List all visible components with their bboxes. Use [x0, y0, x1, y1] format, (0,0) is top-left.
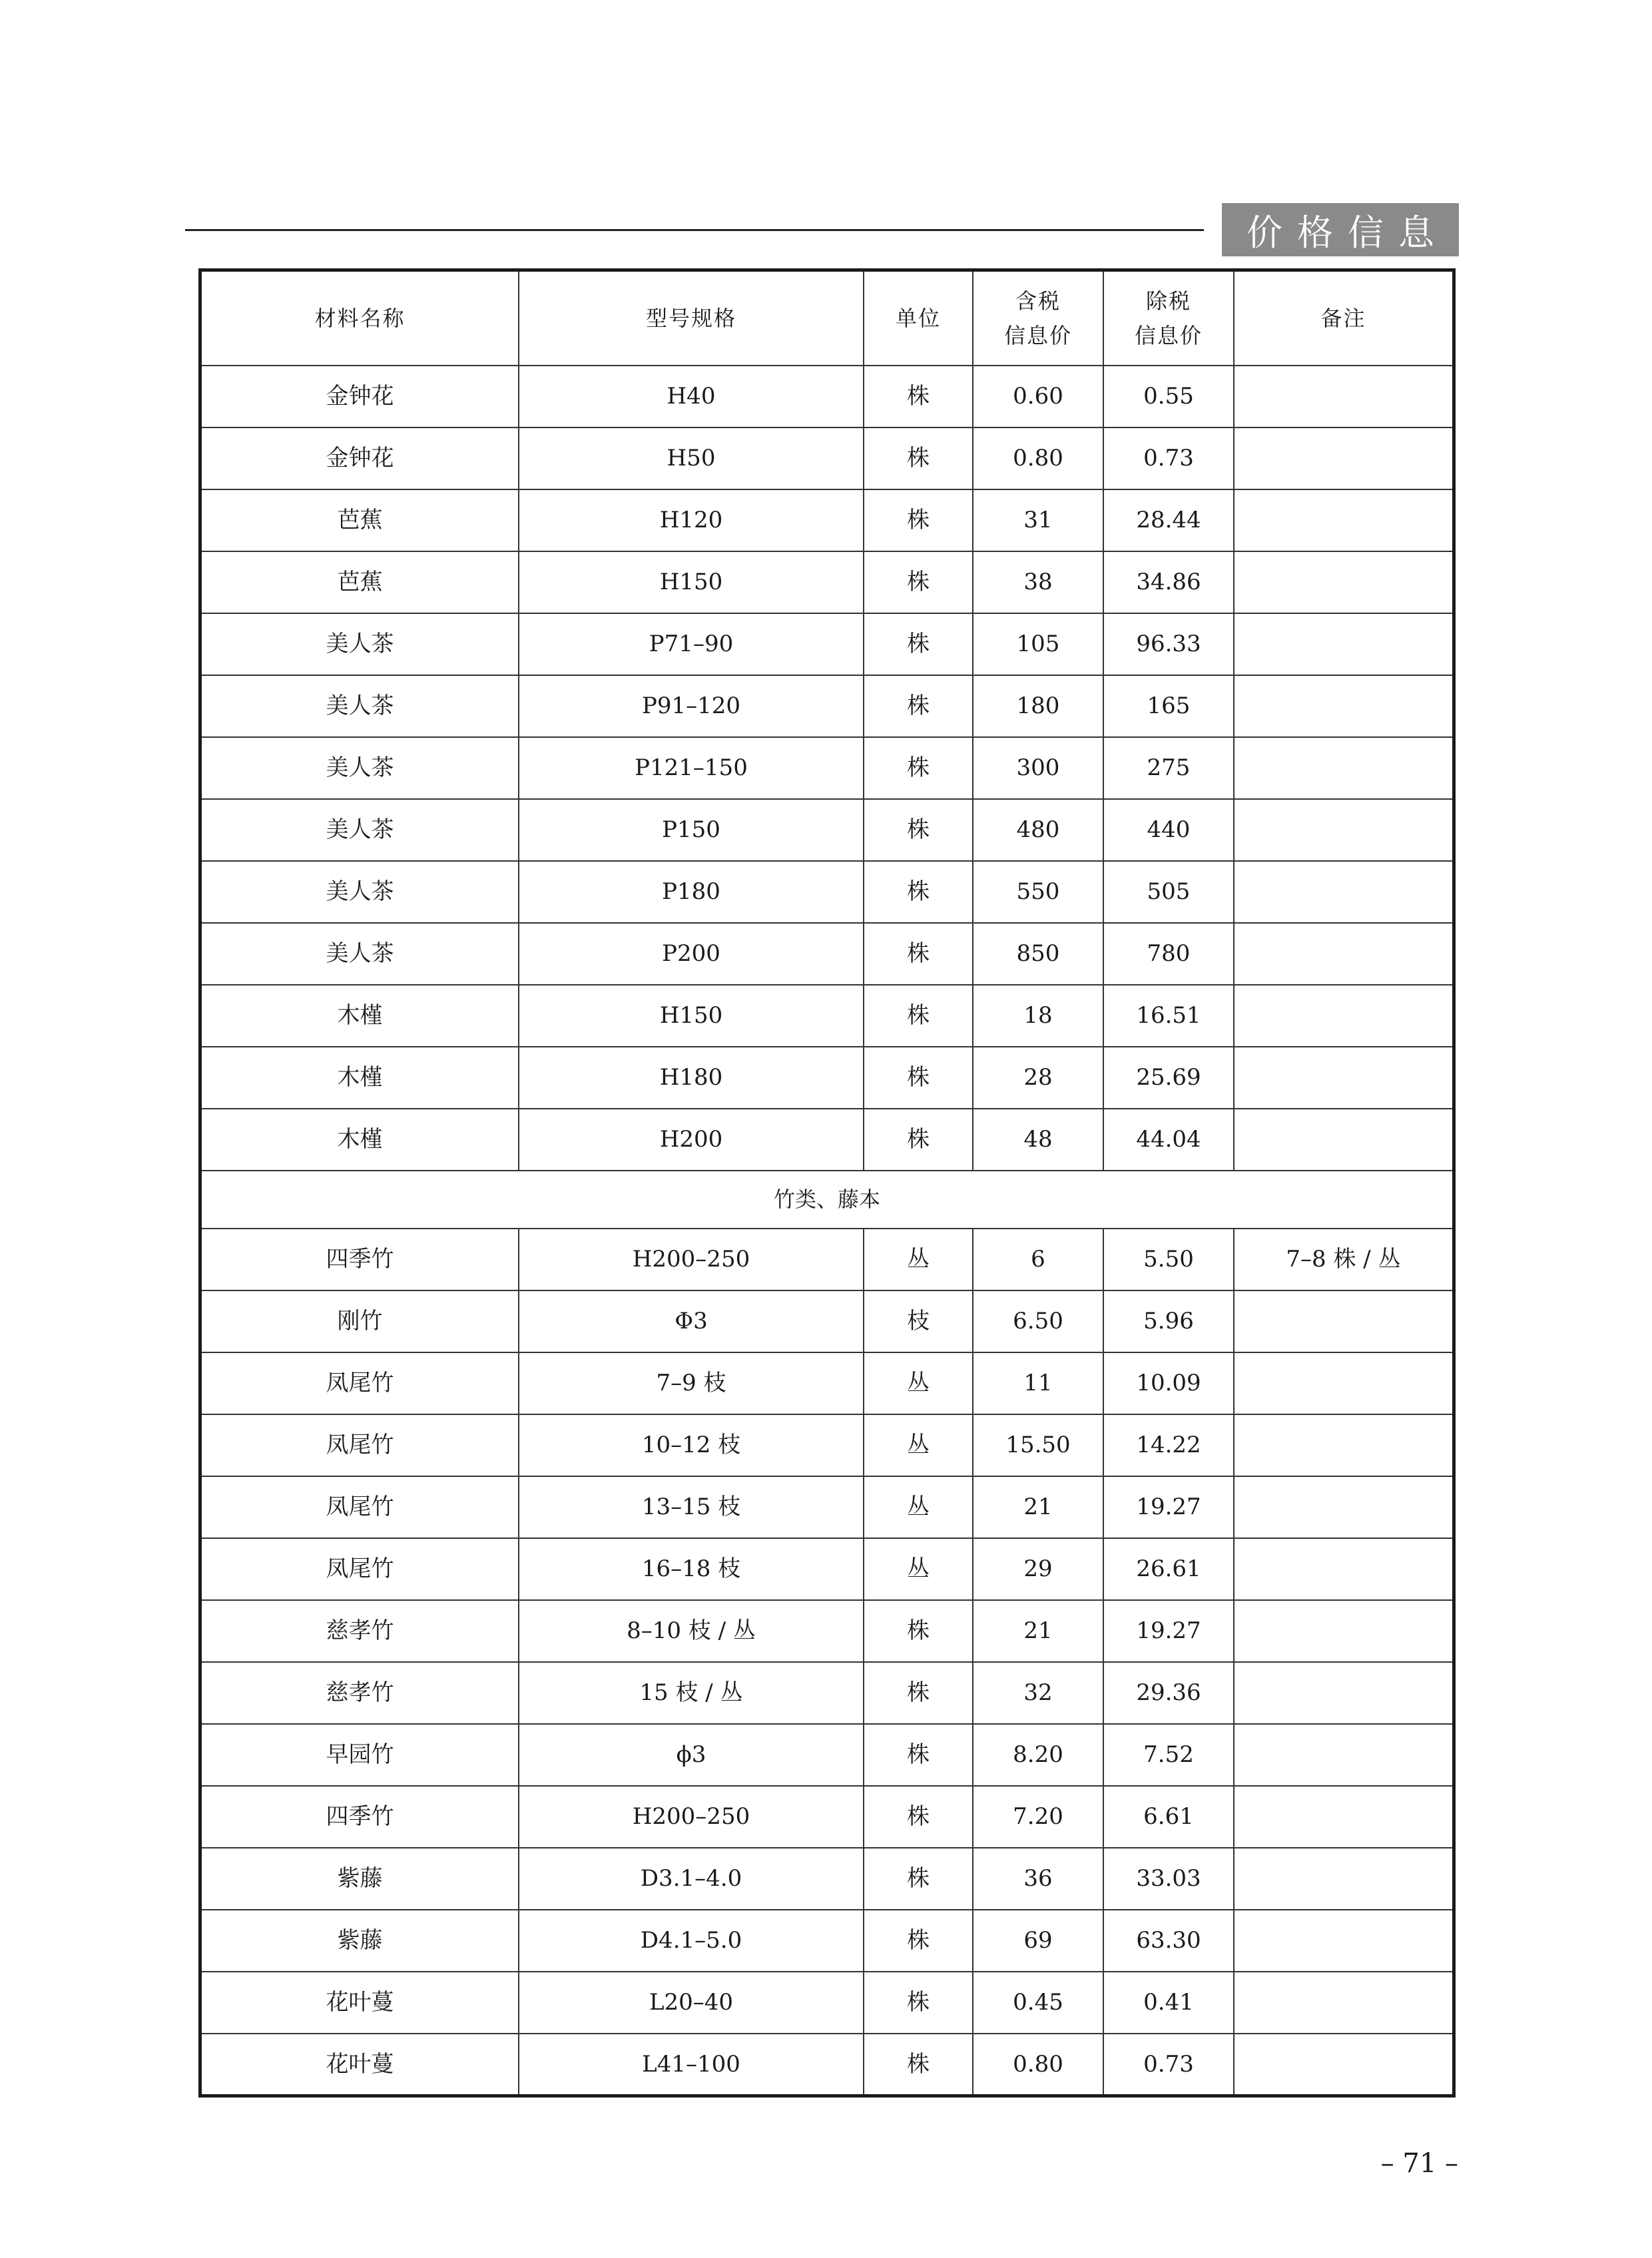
cell-note: 7–8 株 / 丛 [1234, 1229, 1452, 1290]
cell-name: 花叶蔓 [202, 2034, 519, 2094]
cell-note [1234, 1972, 1452, 2034]
cell-tax-excl: 5.50 [1103, 1229, 1234, 1290]
cell-unit: 株 [864, 799, 973, 861]
cell-note [1234, 1786, 1452, 1848]
table-row [202, 1972, 1452, 2034]
page-number: – 71 – [1380, 2148, 1458, 2179]
cell-name: 木槿 [202, 1109, 519, 1171]
section-label: 竹类、藤本 [202, 1171, 1452, 1229]
cell-spec: 15 枝 / 丛 [519, 1662, 864, 1724]
cell-spec: 16–18 枝 [519, 1538, 864, 1600]
cell-note [1234, 1290, 1452, 1352]
cell-tax-incl: 31 [973, 489, 1103, 551]
cell-note [1234, 1910, 1452, 1972]
cell-name: 木槿 [202, 1047, 519, 1109]
cell-tax-excl: 0.55 [1103, 366, 1234, 427]
cell-tax-incl: 850 [973, 923, 1103, 985]
header-name: 材料名称 [202, 272, 519, 366]
cell-tax-incl: 6.50 [973, 1290, 1103, 1352]
cell-name: 美人茶 [202, 861, 519, 923]
price-table-frame [198, 268, 1456, 2098]
cell-tax-incl: 69 [973, 1910, 1103, 1972]
cell-tax-excl: 19.27 [1103, 1476, 1234, 1538]
cell-tax-excl: 19.27 [1103, 1600, 1234, 1662]
cell-name: 花叶蔓 [202, 1972, 519, 2034]
cell-spec: D4.1–5.0 [519, 1910, 864, 1972]
table-body [202, 366, 1452, 2094]
cell-unit: 株 [864, 1662, 973, 1724]
cell-name: 慈孝竹 [202, 1600, 519, 1662]
header-note: 备注 [1234, 272, 1452, 366]
table-row [202, 427, 1452, 489]
cell-name: 美人茶 [202, 737, 519, 799]
cell-note [1234, 675, 1452, 737]
cell-unit: 丛 [864, 1229, 973, 1290]
cell-unit: 株 [864, 861, 973, 923]
cell-spec: L20–40 [519, 1972, 864, 2034]
cell-tax-excl: 5.96 [1103, 1290, 1234, 1352]
cell-name: 紫藤 [202, 1848, 519, 1910]
cell-spec: D3.1–4.0 [519, 1848, 864, 1910]
cell-spec: H120 [519, 489, 864, 551]
cell-note [1234, 1662, 1452, 1724]
table-row [202, 1229, 1452, 1290]
cell-name: 芭蕉 [202, 489, 519, 551]
cell-tax-incl: 15.50 [973, 1414, 1103, 1476]
cell-tax-incl: 21 [973, 1600, 1103, 1662]
cell-unit: 株 [864, 923, 973, 985]
cell-tax-incl: 18 [973, 985, 1103, 1047]
cell-tax-excl: 44.04 [1103, 1109, 1234, 1171]
cell-note [1234, 1724, 1452, 1786]
cell-tax-excl: 63.30 [1103, 1910, 1234, 1972]
cell-tax-excl: 0.73 [1103, 2034, 1234, 2094]
cell-name: 金钟花 [202, 366, 519, 427]
cell-tax-incl: 32 [973, 1662, 1103, 1724]
cell-tax-excl: 28.44 [1103, 489, 1234, 551]
cell-tax-incl: 29 [973, 1538, 1103, 1600]
cell-name: 凤尾竹 [202, 1414, 519, 1476]
cell-spec: H150 [519, 551, 864, 613]
cell-tax-incl: 0.80 [973, 427, 1103, 489]
table-row [202, 985, 1452, 1047]
cell-note [1234, 1600, 1452, 1662]
cell-spec: P180 [519, 861, 864, 923]
table-row [202, 675, 1452, 737]
section-title-tab: 价格信息 [1222, 203, 1459, 256]
cell-spec: 7–9 枝 [519, 1352, 864, 1414]
cell-unit: 株 [864, 1910, 973, 1972]
cell-tax-incl: 0.45 [973, 1972, 1103, 2034]
cell-spec: H50 [519, 427, 864, 489]
cell-name: 美人茶 [202, 675, 519, 737]
cell-tax-incl: 38 [973, 551, 1103, 613]
cell-note [1234, 366, 1452, 427]
table-row [202, 489, 1452, 551]
cell-name: 慈孝竹 [202, 1662, 519, 1724]
header-tax-incl [973, 272, 1103, 366]
cell-unit: 丛 [864, 1476, 973, 1538]
cell-spec: 13–15 枝 [519, 1476, 864, 1538]
cell-note [1234, 2034, 1452, 2094]
cell-name: 凤尾竹 [202, 1476, 519, 1538]
table-row [202, 861, 1452, 923]
cell-spec: P150 [519, 799, 864, 861]
cell-tax-excl: 96.33 [1103, 613, 1234, 675]
table-row [202, 1662, 1452, 1724]
table-row [202, 551, 1452, 613]
cell-spec: ϕ3 [519, 1724, 864, 1786]
cell-note [1234, 1414, 1452, 1476]
cell-tax-excl: 6.61 [1103, 1786, 1234, 1848]
cell-tax-excl: 29.36 [1103, 1662, 1234, 1724]
header-tax-excl-line1: 除税 [1145, 288, 1191, 314]
cell-tax-excl: 10.09 [1103, 1352, 1234, 1414]
cell-note [1234, 427, 1452, 489]
cell-name: 早园竹 [202, 1724, 519, 1786]
table-row [202, 1047, 1452, 1109]
cell-tax-incl: 0.80 [973, 2034, 1103, 2094]
cell-name: 芭蕉 [202, 551, 519, 613]
cell-tax-excl: 16.51 [1103, 985, 1234, 1047]
cell-spec: H200–250 [519, 1786, 864, 1848]
table-row [202, 1786, 1452, 1848]
cell-tax-incl: 36 [973, 1848, 1103, 1910]
cell-tax-incl: 0.60 [973, 366, 1103, 427]
cell-note [1234, 489, 1452, 551]
cell-name: 四季竹 [202, 1786, 519, 1848]
cell-note [1234, 1848, 1452, 1910]
table-row [202, 1109, 1452, 1171]
cell-unit: 株 [864, 1972, 973, 2034]
cell-unit: 株 [864, 1786, 973, 1848]
cell-spec: H200–250 [519, 1229, 864, 1290]
cell-tax-excl: 0.73 [1103, 427, 1234, 489]
header-spec: 型号规格 [519, 272, 864, 366]
cell-tax-excl: 33.03 [1103, 1848, 1234, 1910]
cell-tax-excl: 26.61 [1103, 1538, 1234, 1600]
cell-unit: 株 [864, 1600, 973, 1662]
cell-tax-incl: 11 [973, 1352, 1103, 1414]
cell-note [1234, 1047, 1452, 1109]
cell-tax-incl: 180 [973, 675, 1103, 737]
cell-spec: P91–120 [519, 675, 864, 737]
cell-unit: 丛 [864, 1538, 973, 1600]
cell-tax-incl: 480 [973, 799, 1103, 861]
cell-note [1234, 799, 1452, 861]
cell-note [1234, 923, 1452, 985]
cell-note [1234, 1109, 1452, 1171]
table-row [202, 2034, 1452, 2094]
cell-tax-excl: 34.86 [1103, 551, 1234, 613]
cell-name: 美人茶 [202, 799, 519, 861]
cell-unit: 株 [864, 366, 973, 427]
cell-unit: 株 [864, 737, 973, 799]
cell-spec: H150 [519, 985, 864, 1047]
header-unit: 单位 [864, 272, 973, 366]
cell-tax-excl: 780 [1103, 923, 1234, 985]
cell-note [1234, 1538, 1452, 1600]
cell-spec: 10–12 枝 [519, 1414, 864, 1476]
cell-unit: 株 [864, 613, 973, 675]
cell-name: 美人茶 [202, 613, 519, 675]
cell-unit: 株 [864, 985, 973, 1047]
cell-tax-incl: 21 [973, 1476, 1103, 1538]
cell-unit: 株 [864, 1109, 973, 1171]
cell-unit: 株 [864, 1724, 973, 1786]
cell-tax-excl: 165 [1103, 675, 1234, 737]
cell-note [1234, 551, 1452, 613]
table-row [202, 923, 1452, 985]
cell-note [1234, 613, 1452, 675]
cell-tax-excl: 14.22 [1103, 1414, 1234, 1476]
cell-name: 四季竹 [202, 1229, 519, 1290]
header-tax-incl-line1: 含税 [1015, 288, 1061, 314]
cell-name: 刚竹 [202, 1290, 519, 1352]
cell-spec: H40 [519, 366, 864, 427]
table-row [202, 737, 1452, 799]
table-row [202, 1910, 1452, 1972]
cell-name: 凤尾竹 [202, 1538, 519, 1600]
table-row [202, 1352, 1452, 1414]
cell-tax-incl: 300 [973, 737, 1103, 799]
table-row [202, 1538, 1452, 1600]
cell-name: 凤尾竹 [202, 1352, 519, 1414]
table-row [202, 1600, 1452, 1662]
table-row [202, 366, 1452, 427]
cell-tax-excl: 440 [1103, 799, 1234, 861]
cell-spec: H180 [519, 1047, 864, 1109]
cell-note [1234, 985, 1452, 1047]
cell-spec: Φ3 [519, 1290, 864, 1352]
price-table [202, 272, 1452, 2094]
cell-spec: P71–90 [519, 613, 864, 675]
cell-spec: 8–10 枝 / 丛 [519, 1600, 864, 1662]
section-row [202, 1171, 1452, 1229]
cell-tax-incl: 105 [973, 613, 1103, 675]
cell-tax-excl: 505 [1103, 861, 1234, 923]
cell-unit: 株 [864, 1848, 973, 1910]
cell-spec: L41–100 [519, 2034, 864, 2094]
cell-name: 金钟花 [202, 427, 519, 489]
cell-unit: 枝 [864, 1290, 973, 1352]
table-row [202, 1290, 1452, 1352]
cell-note [1234, 737, 1452, 799]
cell-note [1234, 1476, 1452, 1538]
cell-tax-incl: 48 [973, 1109, 1103, 1171]
table-header-row [202, 272, 1452, 366]
cell-tax-incl: 6 [973, 1229, 1103, 1290]
cell-name: 紫藤 [202, 1910, 519, 1972]
cell-unit: 株 [864, 1047, 973, 1109]
cell-unit: 株 [864, 489, 973, 551]
header-tax-excl [1103, 272, 1234, 366]
cell-unit: 株 [864, 551, 973, 613]
cell-note [1234, 1352, 1452, 1414]
cell-name: 木槿 [202, 985, 519, 1047]
cell-tax-incl: 7.20 [973, 1786, 1103, 1848]
cell-tax-excl: 0.41 [1103, 1972, 1234, 2034]
table-row [202, 1724, 1452, 1786]
cell-spec: H200 [519, 1109, 864, 1171]
cell-unit: 株 [864, 675, 973, 737]
header-tax-incl-line2: 信息价 [1003, 323, 1072, 348]
cell-tax-excl: 7.52 [1103, 1724, 1234, 1786]
cell-unit: 丛 [864, 1414, 973, 1476]
cell-note [1234, 861, 1452, 923]
cell-tax-incl: 8.20 [973, 1724, 1103, 1786]
cell-name: 美人茶 [202, 923, 519, 985]
cell-tax-excl: 25.69 [1103, 1047, 1234, 1109]
cell-spec: P200 [519, 923, 864, 985]
table-row [202, 1476, 1452, 1538]
header-tax-excl-line2: 信息价 [1134, 323, 1203, 348]
cell-tax-incl: 28 [973, 1047, 1103, 1109]
cell-tax-excl: 275 [1103, 737, 1234, 799]
cell-unit: 株 [864, 2034, 973, 2094]
table-row [202, 799, 1452, 861]
table-row [202, 1848, 1452, 1910]
cell-spec: P121–150 [519, 737, 864, 799]
header-rule [185, 229, 1204, 231]
cell-unit: 株 [864, 427, 973, 489]
table-row [202, 1414, 1452, 1476]
cell-unit: 丛 [864, 1352, 973, 1414]
table-row [202, 613, 1452, 675]
cell-tax-incl: 550 [973, 861, 1103, 923]
